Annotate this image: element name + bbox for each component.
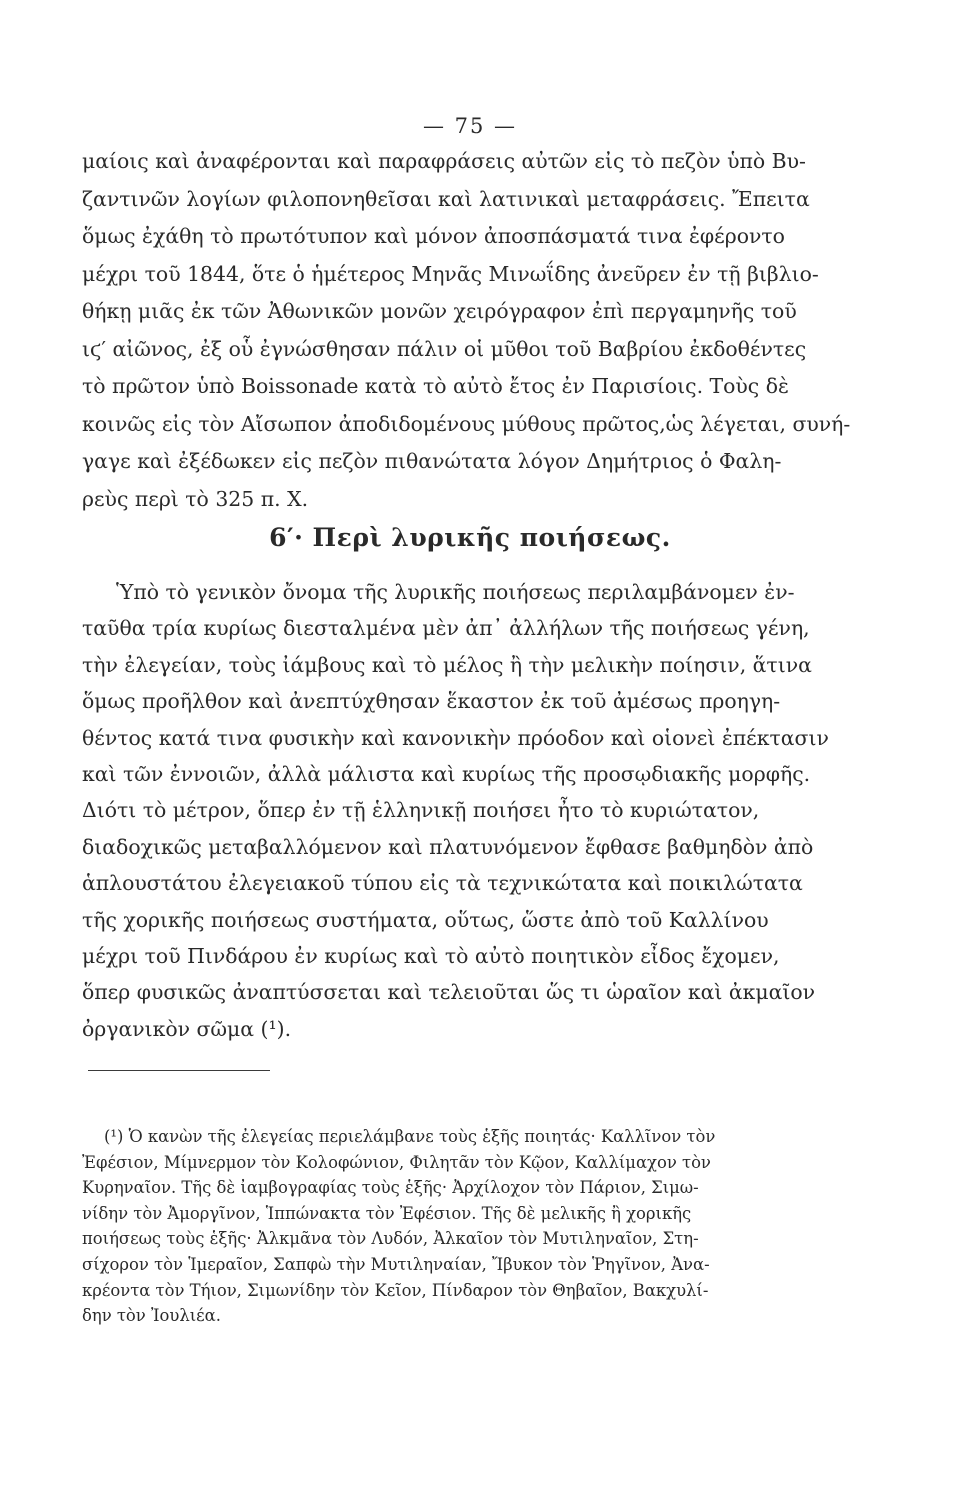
text-line: ἁπλουστάτου ἐλεγειακοῦ τύπου εἰς τὰ τεχνικώτατα καὶ ποικιλώτατα xyxy=(82,871,803,896)
text-line: γαγε καὶ ἐξέδωκεν εἰς πεζὸν πιθανώτατα λόγον Δημήτριος ὁ Φαλη- xyxy=(82,449,782,473)
section-paragraph xyxy=(82,574,862,1047)
text-line: θέντος κατά τινα φυσικὴν καὶ κανονικὴν πρόοδον καὶ οἱονεὶ ἐπέκτασιν xyxy=(82,725,829,750)
text-line: ὀργανικὸν σῶμα (¹). xyxy=(82,1016,292,1041)
text-line: τὴν ἐλεγείαν, τοὺς ἰάμβους καὶ τὸ μέλος ἢ τὴν μελικὴν ποίησιν, ἅτινα xyxy=(82,652,812,677)
footnote-line: σίχορον τὸν Ἱμεραῖον, Σαπφὼ τὴν Μυτιληναίαν, Ἴβυκον τὸν Ῥηγῖνον, Ἀνα- xyxy=(82,1254,710,1274)
section-heading: 6′· Περὶ λυρικῆς ποιήσεως. xyxy=(269,523,671,552)
footnote-line: Κυρηναῖον. Τῆς δὲ ἰαμβογραφίας τοὺς ἑξῆς· Ἀρχίλοχον τὸν Πάριον, Σιμω- xyxy=(82,1178,699,1198)
footnote-line: νίδην τὸν Ἀμοργῖνον, Ἱππώνακτα τὸν Ἐφέσιον. Τῆς δὲ μελικῆς ἢ χορικῆς xyxy=(82,1203,692,1223)
text-line: μέχρι τοῦ 1844, ὅτε ὁ ἡμέτερος Μηνᾶς Μινωΐδης ἀνεῦρεν ἐν τῇ βιβλιο- xyxy=(82,261,819,286)
text-line: ιϛ′ αἰῶνος, ἐξ οὗ ἐγνώσθησαν πάλιν οἱ μῦθοι τοῦ Βαβρίου ἐκδοθέντες xyxy=(82,336,807,361)
text-line: Διότι τὸ μέτρον, ὅπερ ἐν τῇ ἑλληνικῇ ποιήσει ἦτο τὸ κυριώτατον, xyxy=(82,798,760,823)
text-line: ὅμως ἐχάθη τὸ πρωτότυπον καὶ μόνον ἀποσπάσματά τινα ἐφέροντο xyxy=(82,224,785,248)
footnote-line: κρέοντα τὸν Τήιον, Σιμωνίδην τὸν Κεῖον, Πίνδαρον τὸν Θηβαῖον, Βακχυλί- xyxy=(82,1280,709,1300)
text-line: μαίοις καὶ ἀναφέρονται καὶ παραφράσεις αὐτῶν εἰς τὸ πεζὸν ὑπὸ Βυ- xyxy=(82,149,806,173)
footnote-line: δην τὸν Ἰουλιέα. xyxy=(82,1306,221,1326)
footnote-line: ποιήσεως τοὺς ἑξῆς· Ἀλκμᾶνα τὸν Λυδόν, Ἀλκαῖον τὸν Μυτιληναῖον, Στη- xyxy=(82,1229,699,1249)
footnote-line: (¹) Ὁ κανὼν τῆς ἐλεγείας περιελάμβανε τοὺς ἑξῆς ποιητάς· Καλλῖνον τὸν xyxy=(104,1127,716,1146)
footnote-line: Ἐφέσιον, Μίμνερμον τὸν Κολοφώνιον, Φιλητᾶν τὸν Κῷον, Καλλίμαχον τὸν xyxy=(82,1152,711,1172)
page-number: — 75 — xyxy=(422,114,518,138)
footnote xyxy=(82,1124,872,1329)
text-line: θήκῃ μιᾶς ἐκ τῶν Ἀθωνικῶν μονῶν χειρόγραφον ἐπὶ περγαμηνῆς τοῦ xyxy=(82,299,797,323)
text-line: καὶ τῶν ἐννοιῶν, ἀλλὰ μάλιστα καὶ κυρίως τῆς προσῳδιακῆς μορφῆς. xyxy=(82,761,811,786)
text-line: ρεὺς περὶ τὸ 325 π. Χ. xyxy=(82,486,309,511)
text-line: ὅμως προῆλθον καὶ ἀνεπτύχθησαν ἕκαστον ἐκ τοῦ ἀμέσως προηγη- xyxy=(82,689,781,714)
text-line: ζαντινῶν λογίων φιλοπονηθεῖσαι καὶ λατινικαὶ μεταφράσεις. Ἔπειτα xyxy=(82,186,810,211)
footnote-divider xyxy=(88,1070,270,1071)
text-line: διαδοχικῶς μεταβαλλόμενον καὶ πλατυνόμενον ἔφθασε βαθμηδὸν ἀπὸ xyxy=(82,834,814,859)
text-line: κοινῶς εἰς τὸν Αἴσωπον ἀποδιδομένους μύθους πρῶτος,ὡς λέγεται, συνή- xyxy=(82,411,851,436)
text-line: τὸ πρῶτον ὑπὸ Boissonade κατὰ τὸ αὐτὸ ἔτος ἐν Παρισίοις. Τοὺς δὲ xyxy=(82,374,789,398)
text-line: ὅπερ φυσικῶς ἀναπτύσσεται καὶ τελειοῦται ὥς τι ὡραῖον καὶ ἀκμαῖον xyxy=(82,980,816,1005)
paragraph-continuation xyxy=(82,143,852,518)
text-line: τῆς χορικῆς ποιήσεως συστήματα, οὕτως, ὥστε ἀπὸ τοῦ Καλλίνου xyxy=(82,907,769,932)
text-line: Ὑπὸ τὸ γενικὸν ὄνομα τῆς λυρικῆς ποιήσεως περιλαμβάνομεν ἐν- xyxy=(116,580,795,604)
text-line: ταῦθα τρία κυρίως διεσταλμένα μὲν ἀπ᾽ ἀλλήλων τῆς ποιήσεως γένη, xyxy=(82,616,810,641)
text-line: μέχρι τοῦ Πινδάρου ἐν κυρίως καὶ τὸ αὐτὸ ποιητικὸν εἶδος ἔχομεν, xyxy=(82,943,780,968)
